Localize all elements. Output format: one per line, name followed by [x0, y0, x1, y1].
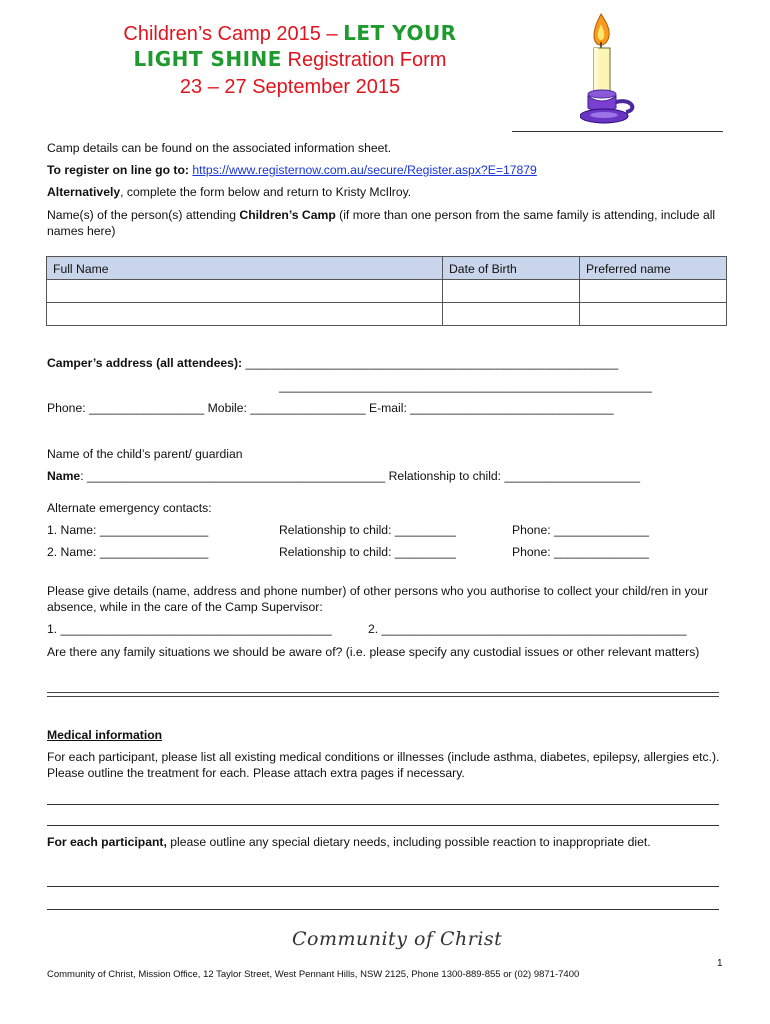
- collect-field-2[interactable]: 2. _____________________________________________: [368, 622, 687, 636]
- header-date-of-birth: Date of Birth: [443, 257, 580, 280]
- preferred-name-cell[interactable]: [580, 280, 727, 303]
- email-field[interactable]: E-mail: ______________________________: [368, 401, 614, 415]
- phone-field[interactable]: Phone: _________________: [47, 401, 205, 415]
- community-of-christ-logo: Community of Christ: [292, 928, 503, 950]
- footer-address: Community of Christ, Mission Office, 12 Taylor Street, West Pennant Hills, NSW 2125, Phone 1300-889-855 or (02) 9871-7400: [47, 969, 580, 980]
- emergency-phone-1[interactable]: Phone: ______________: [512, 523, 649, 537]
- table-row: [47, 303, 727, 326]
- collect-instruction: Please give details (name, address and phone number) of other persons who you authorise to collect your child/ren in your absence, while in the care of the Camp Supervisor:: [47, 584, 709, 614]
- guardian-relationship-field[interactable]: Relationship to child: ____________________: [388, 469, 641, 483]
- collect-field-1[interactable]: 1. ________________________________________: [47, 622, 332, 636]
- dietary-answer-line-2[interactable]: [47, 909, 719, 910]
- camp-dates: 23 – 27 September 2015: [179, 76, 401, 98]
- dob-cell[interactable]: [443, 303, 580, 326]
- emergency-phone-2[interactable]: Phone: ______________: [512, 545, 649, 559]
- header-full-name: Full Name: [47, 257, 443, 280]
- alternative-bold: Alternatively: [47, 185, 121, 199]
- address-field-1[interactable]: _______________________________________________________: [245, 356, 619, 370]
- header-rule: [512, 131, 723, 132]
- dietary-answer-line-1[interactable]: [47, 886, 719, 887]
- medical-answer-line-1[interactable]: [47, 804, 719, 805]
- medical-answer-line-2[interactable]: [47, 825, 719, 826]
- full-name-cell[interactable]: [47, 280, 443, 303]
- contact-line: [47, 400, 614, 416]
- guardian-line: [47, 468, 640, 484]
- dietary-text: please outline any special dietary needs, including possible reaction to inappropriate diet.: [166, 835, 651, 849]
- guardian-name-field[interactable]: : ____________________________________________: [80, 469, 386, 483]
- intro-text: Camp details can be found on the associated information sheet.: [47, 141, 392, 155]
- medical-heading: Medical information: [47, 728, 163, 742]
- register-link[interactable]: https://www.registernow.com.au/secure/Register.aspx?E=17879: [192, 163, 537, 177]
- table-header-row: [47, 257, 727, 280]
- emergency-heading: Alternate emergency contacts:: [47, 501, 212, 515]
- title-highlight-2: LIGHT SHINE: [133, 47, 282, 71]
- address-field-2[interactable]: _______________________________________________________: [279, 379, 652, 393]
- register-line: [47, 162, 537, 178]
- emergency-relationship-1[interactable]: Relationship to child: _________: [279, 523, 456, 537]
- table-row: [47, 280, 727, 303]
- page-number: 1: [717, 958, 723, 969]
- emergency-name-2[interactable]: 2. Name: ________________: [47, 545, 209, 559]
- attendee-table: [46, 256, 727, 326]
- family-answer-line[interactable]: [47, 692, 719, 697]
- guardian-name-label: Name: [47, 469, 81, 483]
- register-label: To register on line go to:: [47, 163, 189, 177]
- medical-instruction: For each participant, please list all existing medical conditions or illnesses (include asthma, diabetes, epilepsy, allergies etc.). Please outline the treatment for each. Please attach extra pages if necessary.: [47, 750, 720, 780]
- dob-cell[interactable]: [443, 280, 580, 303]
- address-label: Camper’s address (all attendees):: [47, 356, 243, 370]
- names-post: (if more than one person from the same family is attending, include all names here): [47, 208, 716, 238]
- address-line: [47, 355, 618, 371]
- title-text-2: Registration Form: [281, 49, 447, 71]
- family-question: Are there any family situations we should be aware of? (i.e. please specify any custodial issues or other relevant matters): [47, 645, 700, 659]
- page-title-line2: [40, 46, 540, 73]
- title-text: Children’s Camp 2015 –: [123, 23, 344, 45]
- title-highlight: LET YOUR: [343, 21, 457, 45]
- emergency-name-1[interactable]: 1. Name: ________________: [47, 523, 209, 537]
- dietary-instruction: [47, 834, 727, 850]
- candle-icon: [580, 12, 652, 132]
- names-instruction: [47, 207, 717, 239]
- names-pre: Name(s) of the person(s) attending: [47, 208, 240, 222]
- page-title: [40, 20, 540, 47]
- names-bold: Children’s Camp: [239, 208, 336, 222]
- full-name-cell[interactable]: [47, 303, 443, 326]
- dietary-bold: For each participant,: [47, 835, 167, 849]
- header-preferred-name: Preferred name: [580, 257, 727, 280]
- preferred-name-cell[interactable]: [580, 303, 727, 326]
- alternative-line: [47, 184, 411, 200]
- emergency-relationship-2[interactable]: Relationship to child: _________: [279, 545, 456, 559]
- alternative-text: , complete the form below and return to Kristy McIlroy.: [120, 185, 412, 199]
- guardian-heading: Name of the child’s parent/ guardian: [47, 447, 243, 461]
- mobile-field[interactable]: Mobile: _________________: [207, 401, 366, 415]
